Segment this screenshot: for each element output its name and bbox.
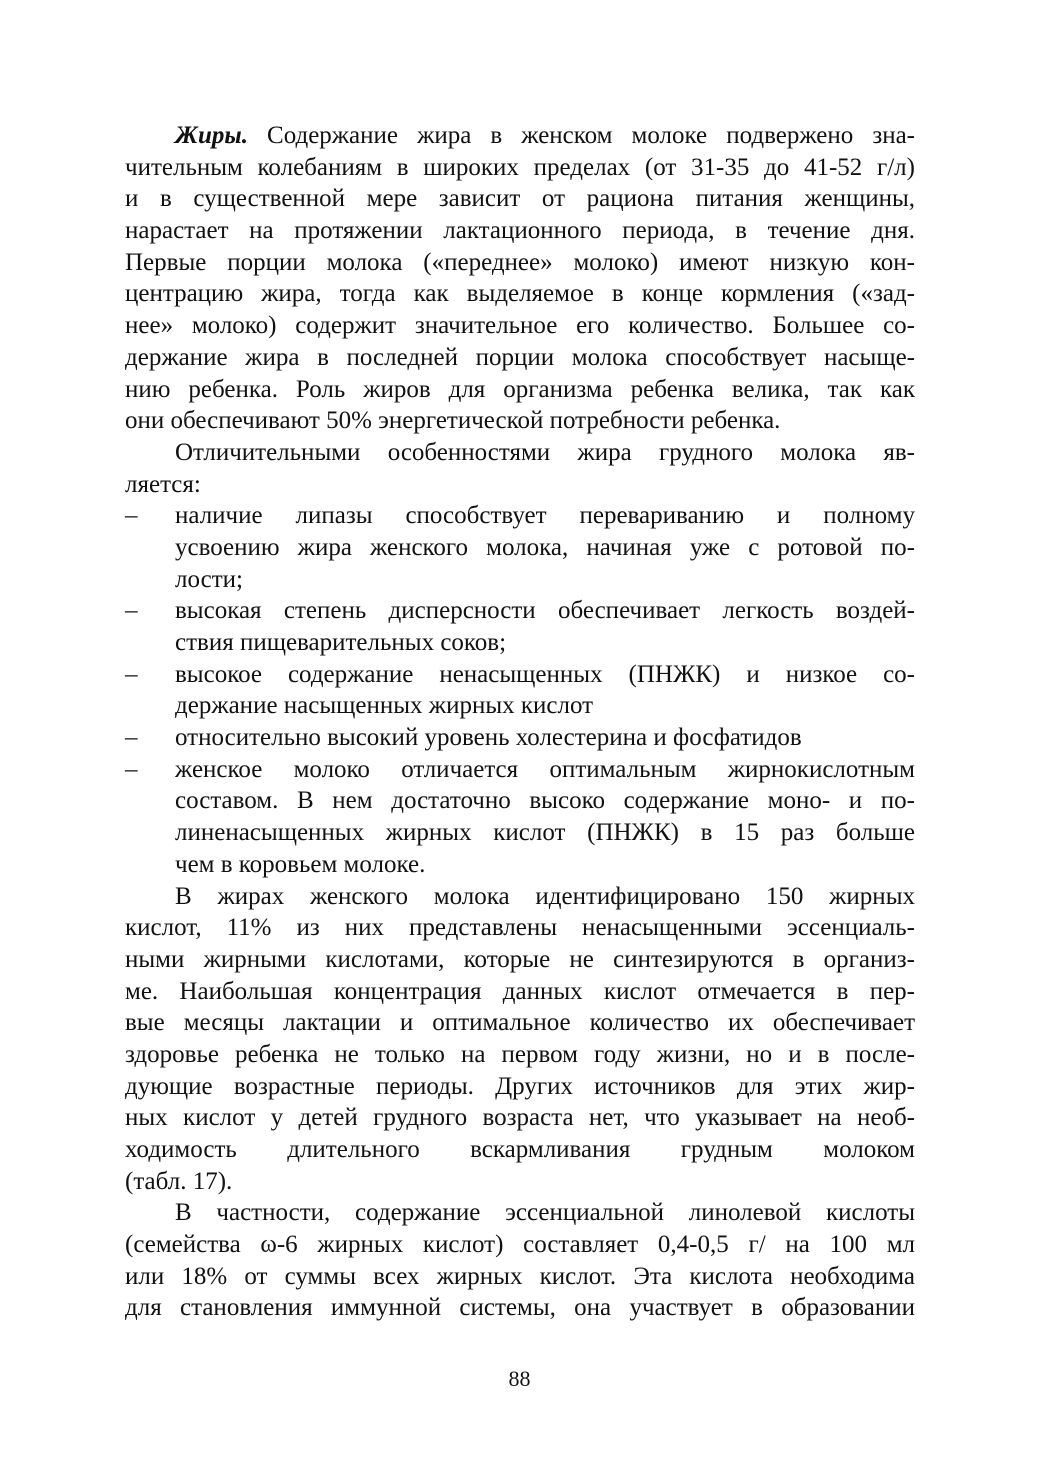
text-line: ствия пищеварительных соков; — [175, 629, 507, 656]
text-line: и в существенной мере зависит от рациона питания женщины, — [125, 185, 915, 213]
list-item — [125, 659, 915, 722]
text-line — [125, 120, 915, 152]
text-line: нее» молоко) содержит значительное его количество. Большее со- — [125, 312, 915, 340]
text-line-rest: Содержание жира в женском молоке подвержено зна- — [247, 122, 915, 149]
page-number: 88 — [508, 1366, 531, 1391]
section-lead-word: Жиры. — [175, 122, 248, 149]
text-line: составом. В нем достаточно высоко содержание моно- и по- — [175, 787, 915, 815]
list-dash: – — [125, 755, 138, 783]
text-line: ных кислот у детей грудного возраста нет, что указывает на необ- — [125, 1104, 915, 1132]
paragraph-fats-intro — [125, 120, 915, 437]
text-line: нарастает на протяжении лактационного периода, в течение дня. — [125, 217, 915, 245]
text-line: ляется: — [125, 470, 201, 498]
text-line: чем в коровьем молоке. — [175, 850, 426, 878]
paragraph-fatty-acids — [125, 881, 915, 1198]
paragraph-distinctive-features — [125, 437, 915, 500]
list-item — [125, 754, 915, 881]
text-line: вые месяцы лактации и оптимальное количество их обеспечивает — [125, 1009, 915, 1037]
text-line: чительным колебаниям в широких пределах (от 31-35 до 41-52 г/л) — [125, 153, 915, 181]
text-line: (семейства ω-6 жирных кислот) составляет 0,4-0,5 г/ на 100 мл — [125, 1231, 915, 1259]
text-line: линенасыщенных жирных кислот (ПНЖК) в 15 раз больше — [175, 819, 915, 847]
text-line — [125, 754, 915, 786]
text-line: или 18% от суммы всех жирных кислот. Эта кислота необходима — [125, 1262, 915, 1290]
list-item-text: высокое содержание ненасыщенных (ПНЖК) и низкое со- — [175, 660, 915, 688]
text-line: ными жирными кислотами, которые не синтезируются в организ- — [125, 945, 915, 973]
text-line: ходимость длительного вскармливания грудным молоком — [125, 1136, 915, 1163]
list-item — [125, 722, 915, 754]
text-line: они обеспечивают 50% энергетической потребности ребенка. — [125, 407, 781, 435]
list-dash: – — [125, 502, 138, 530]
text-line: центрацию жира, тогда как выделяемое в конце кормления («зад- — [125, 280, 915, 308]
text-line: здоровье ребенка не только на первом году жизни, но и в после- — [125, 1040, 915, 1068]
text-line: усвоению жира женского молока, начиная уже с ротовой по- — [175, 533, 915, 561]
list-item — [125, 595, 915, 658]
text-line: нию ребенка. Роль жиров для организма ребенка велика, так как — [125, 375, 915, 403]
list-dash: – — [125, 597, 138, 625]
list-item-text: высокая степень дисперсности обеспечивает легкость воздей- — [175, 597, 915, 625]
text-line: кислот, 11% из них представлены ненасыщенными эссенциаль- — [125, 914, 915, 942]
text-line — [125, 500, 915, 532]
text-line: для становления иммунной системы, она участвует в образовании — [125, 1294, 915, 1322]
text-line: Отличительными особенностями жира грудного молока яв- — [175, 438, 915, 466]
text-line: В жирах женского молока идентифицировано 150 жирных — [175, 882, 915, 910]
list-item-text: относительно высокий уровень холестерина и фосфатидов — [175, 724, 802, 752]
list-item-text: женское молоко отличается оптимальным жирнокислотным — [175, 755, 915, 783]
list-item-text: наличие липазы способствует перевариванию и полному — [175, 502, 915, 530]
list-dash: – — [125, 660, 138, 688]
text-line: держание жира в последней порции молока способствует насыще- — [125, 343, 915, 371]
text-line: дующие возрастные периоды. Других источников для этих жир- — [125, 1072, 915, 1100]
features-list — [125, 500, 915, 880]
list-item — [125, 500, 915, 595]
text-line: лости; — [175, 565, 243, 593]
list-dash: – — [125, 724, 138, 752]
text-line: Первые порции молока («переднее» молоко) имеют низкую кон- — [125, 248, 915, 276]
text-line — [125, 659, 915, 691]
text-line: (табл. 17). — [125, 1167, 233, 1195]
text-line — [125, 595, 915, 627]
text-line: В частности, содержание эссенциальной линолевой кислоты — [175, 1199, 915, 1227]
text-line: держание насыщенных жирных кислот — [175, 692, 594, 720]
text-line: ме. Наибольшая концентрация данных кислот отмечается в пер- — [125, 977, 915, 1005]
text-line — [125, 722, 915, 754]
paragraph-linoleic-acid — [125, 1197, 915, 1324]
page-text — [125, 120, 915, 1324]
